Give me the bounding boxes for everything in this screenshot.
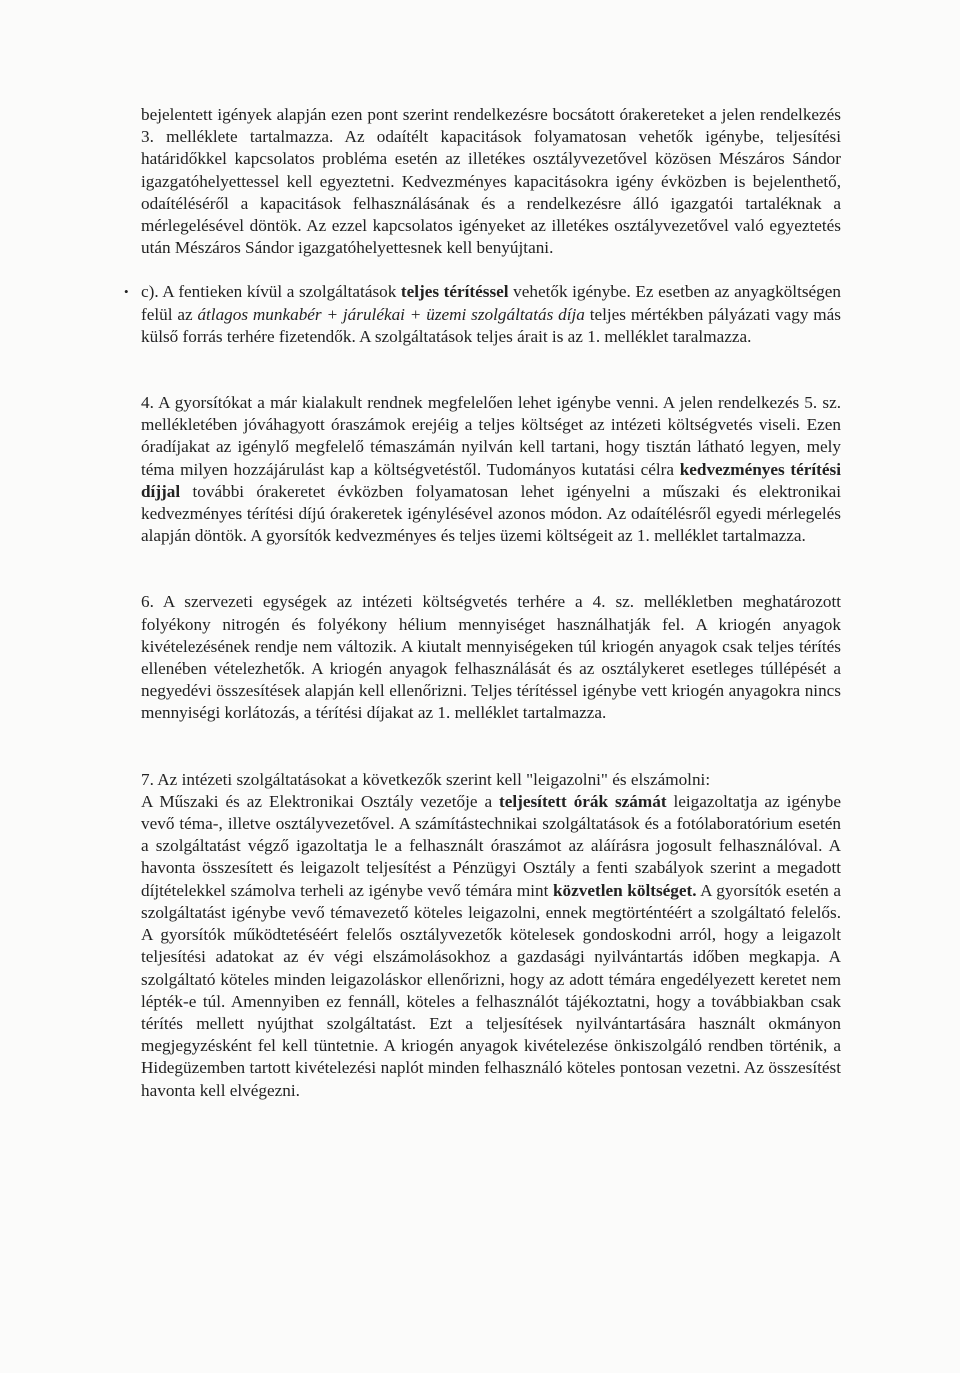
bullet-marker: • [124,284,129,300]
paragraph-intro: bejelentett igények alapján ezen pont szerint rendelkezésre bocsátott órakereteket a jelen rendelkezés 3. melléklete tartalmazza. Az odaítélt kapacitások folyamatosan vehetők igénybe, teljesítési határidőkkel kapcsolatos probléma esetén az illetékes osztályvezetővel közösen Mészáros Sándor igazgatóhelyettessel kell egyeztetni. Kedvezményes kapacitásokra igény évközben is bejelenthető, odaítéléséről a kapacitások felhasználásának és a rendelkezésre álló igazgatói tartaléknak a mérlegelésével döntök. Az ezzel kapcsolatos igényeket az illetékes osztályvezetővel való egyeztetés után Mészáros Sándor igazgatóhelyettesnek kell benyújtani. [141,105,841,258]
paragraph-bullet-c: c). A fentieken kívül a szolgáltatások teljes térítéssel vehetők igénybe. Ez esetben az anyagköltségen felül az átlagos munkabér + járulékai + üzemi szolgáltatás díja teljes mértékben pályázati vagy más külső forrás terhére fizetendők. A szolgáltatások teljes árait is az 1. melléklet taralmazza. [141,282,841,346]
bullet-item-c [124,281,841,348]
paragraph-7-heading: 7. Az intézeti szolgáltatásokat a következők szerint kell "leigazolni" és elszámolni: [141,769,711,789]
paragraph-6: 6. A szervezeti egységek az intézeti költségvetés terhére a 4. sz. mellékletben meghatározott folyékony nitrogén és folyékony hélium mennyiséget használhatják fel. A kriogén anyagok kivételezésének rendje nem változik. A kiutalt mennyiségeken túl kriogén anyagok csak teljes térítés ellenében vételezhetők. A kriogén anyagok felhasználását és az osztálykeret esetleges túllépését a negyedévi összesítések alapján kell ellenőrizni. Teljes térítéssel igénybe vett kriogén anyagokra nincs mennyiségi korlátozás, a térítési díjakat az 1. melléklet tartalmazza. [141,592,841,723]
paragraph-4: 4. A gyorsítókat a már kialakult rendnek megfelelően lehet igénybe venni. A jelen rendelkezés 5. sz. mellékletében jóváhagyott óraszámok erejéig a teljes költséget az intézeti költségvetés viseli. Ezen óradíjakat az igénylő megfelelő témaszámán nyilván kell tartani, hogy tisztán látható legyen, mely téma milyen hozzájárulást kap a költségvetéstől. Tudományos kutatási célra kedvezményes térítési díjjal további órakeretet évközben folyamatosan lehet igényelni a műszaki és elektronikai kedvezményes térítési díjú órakeretek igénylésével azonos módon. Az odaítélésről egyedi mérlegelés alapján döntök. A gyorsítók kedvezményes és teljes üzemi költségeit az 1. melléklet tartalmazza. [141,393,841,546]
paragraph-7: A Műszaki és az Elektronikai Osztály vezetője a teljesített órák számát leigazoltatja az igénybe vevő téma-, illetve osztályvezetővel. A számítástechnikai szolgáltatások és a fotólaboratórium esetén a szolgáltatást végző igazoltatja le a felhasznált óraszámot az aláírásra jogosult felhasználóval. A havonta összesített és leigazolt teljesítést a Pénzügyi Osztály a fenti szabályok szerint a megadott díjtételekkel számolva terheli az igénybe vevő témára mint közvetlen költséget. A gyorsítók esetén a szolgáltatást igénybe vevő témavezető köteles leigazolni, ennek megtörténtéért a szolgáltató felelős. A gyorsítók működtetéséért felelős osztályvezetők kötelesek gondoskodni arról, hogy a leigazolt teljesítési adatokat az év végi elszámolásokhoz a gazdasági nyilvántartás időben megkapja. A szolgáltató köteles minden leigazoláskor ellenőrizni, hogy az adott témára engedélyezett keretet nem lépték-e túl. Amennyiben ez fennáll, köteles a felhasználót tájékoztatni, hogy a továbbiakban csak térítés mellett nyújthat szolgáltatást. Ezt a teljesítések nyilvántartására használt okmányon megjegyzésként fel kell tüntetnie. A kriogén anyagok kivételezése önkiszolgáló rendben történik, a Hidegüzemben tartott kivételezési naplót minden felhasználó köteles pontosan vezetni. Az összesítést havonta kell elvégezni. [141,791,841,1100]
document-page [124,104,841,1102]
